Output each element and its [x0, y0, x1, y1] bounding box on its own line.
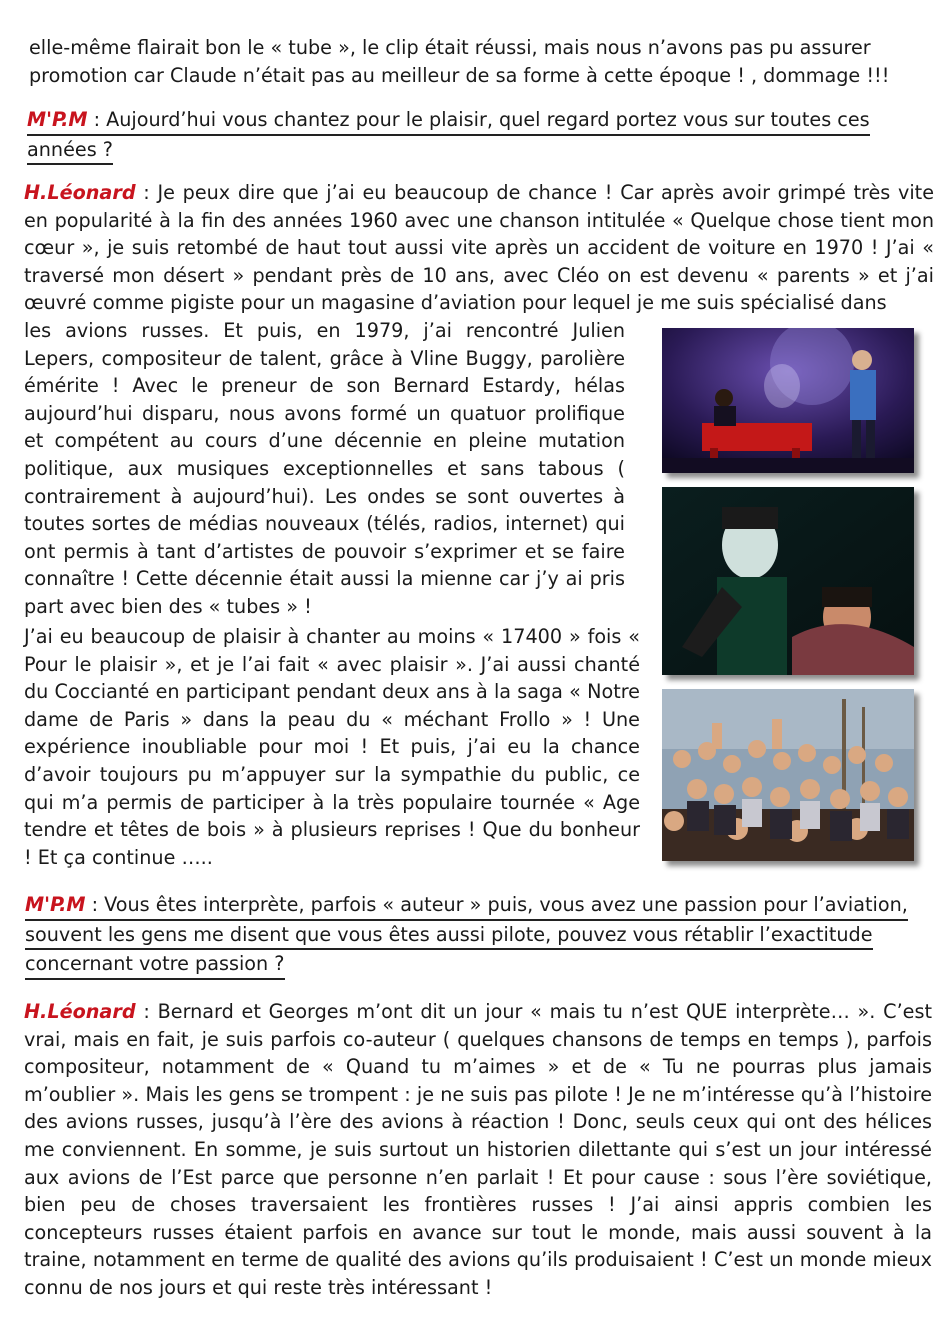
artist-label-2: H.Léonard: [24, 1000, 136, 1023]
question-2-line-3: concernant votre passion ?: [25, 950, 285, 980]
answer-1-column: les avions russes. Et puis, en 1979, j’ai rencontré Julien Lepers, compositeur de talent, grâce à Vline Buggy, parolière émérite ! Avec le preneur de son Bernard Estardy, hélas aujourd’hui disparu, nous avons formé un quatuor prolifique et compétent au cours d’une décennie en pleine mutation politique, aux musiques exceptionnelles et sans tabous ( contrairement à aujourd’hui). Les ondes se sont ouvertes à toutes sortes de médias nouveaux (télés, radios, internet) qui ont permis à tant d’artistes de pouvoir s’exprimer et se faire connaître ! Cette décennie était aussi la mienne car j’y ai pris part avec bien des « tubes » !: [24, 319, 625, 618]
intro-paragraph: [29, 34, 919, 89]
question-2-line-2: souvent les gens me disent que vous êtes aussi pilote, pouvez vous rétablir l’exactitude: [25, 921, 873, 951]
answer-1-intro: H.Léonard : Je peux dire que j’ai eu beaucoup de chance ! Car après avoir grimpé très vite en popularité à la fin des années 1960 avec une chanson intitulée « Quelque chose tient mon cœur », je suis retombé de haut tout aussi vite après un accident de voiture en 1970 ! J’ai « traversé mon désert » pendant près de 10 ans, avec Cléo on est devenu « parents » et j’ai œuvré comme pigiste pour un magasine d’aviation pour lequel je me suis spécialisé dans: [24, 181, 934, 315]
photo-notre-dame-stage: [662, 487, 914, 675]
intro-line-2: promotion car Claude n’était pas au meilleur de sa forme à cette époque ! , dommage !!!: [29, 63, 890, 87]
photo-age-tendre-group: [662, 689, 914, 861]
question-1-line-1: M'P.M : Aujourd’hui vous chantez pour le plaisir, quel regard portez vous sur toutes ces: [27, 106, 870, 136]
photo-concert-piano: [662, 328, 914, 473]
interviewer-label: M'P.M: [27, 108, 88, 131]
question-2-line-1: M'P.M : Vous êtes interprète, parfois « auteur » puis, vous avez une passion pour l’aviation,: [25, 891, 908, 921]
question-1-line-2: années ?: [27, 136, 113, 166]
artist-label: H.Léonard: [24, 181, 136, 204]
answer-2: H.Léonard : Bernard et Georges m’ont dit un jour « mais tu n’est QUE interprète… ». C’est vrai, mais en fait, je suis parfois co-auteur ( quelques chansons de temps en temps ), parfois compositeur, notamment de « Quand tu m’aimes » et de « Tu ne pourras plus jamais m’oublier ». Mais les gens se trompent : je ne suis pas pilote ! Je ne m’intéresse qu’à l’histoire des avions russes, jusqu’à l’ère des avions à réaction ! Donc, seuls ceux qui ont des hélices me conviennent. En somme, je suis surtout un historien dilettante qui s’est un jour intéressé aux avions de l’Est parce que personne n’en parlait ! Et pour cause : sous l’ère soviétique, bien peu de choses traversaient les frontières russes ! J’ai ainsi appris combien les concepteurs russes étaient parfois en avance sur tout le monde, mais aussi souvent à la traine, notamment en terme de qualité des avions qu’ils produisaient ! C’est un monde mieux connu de nos jours et qui reste très intéressant !: [24, 1000, 932, 1299]
question-1: [27, 106, 870, 165]
interviewer-label-2: M'P.M: [25, 893, 86, 916]
question-2: [25, 891, 908, 980]
intro-line-1: elle-même flairait bon le « tube », le clip était réussi, mais nous n’avons pas pu assurer: [29, 36, 871, 59]
answer-1-column-2: J’ai eu beaucoup de plaisir à chanter au moins « 17400 » fois « Pour le plaisir », et je l’ai fait « avec plaisir ». J’ai aussi chanté du Coccianté en participant pendant deux ans à la saga « Notre dame de Paris » dans la peau du « méchant Frollo » ! Une expérience inoubliable pour moi ! Et puis, j’ai eu la chance d’avoir toujours pu m’appuyer sur la sympathie du public, ce qui m’a permis de participer à la très populaire tournée « Age tendre et têtes de bois » à plusieurs reprises ! Que du bonheur ! Et ça continue …..: [24, 625, 640, 869]
